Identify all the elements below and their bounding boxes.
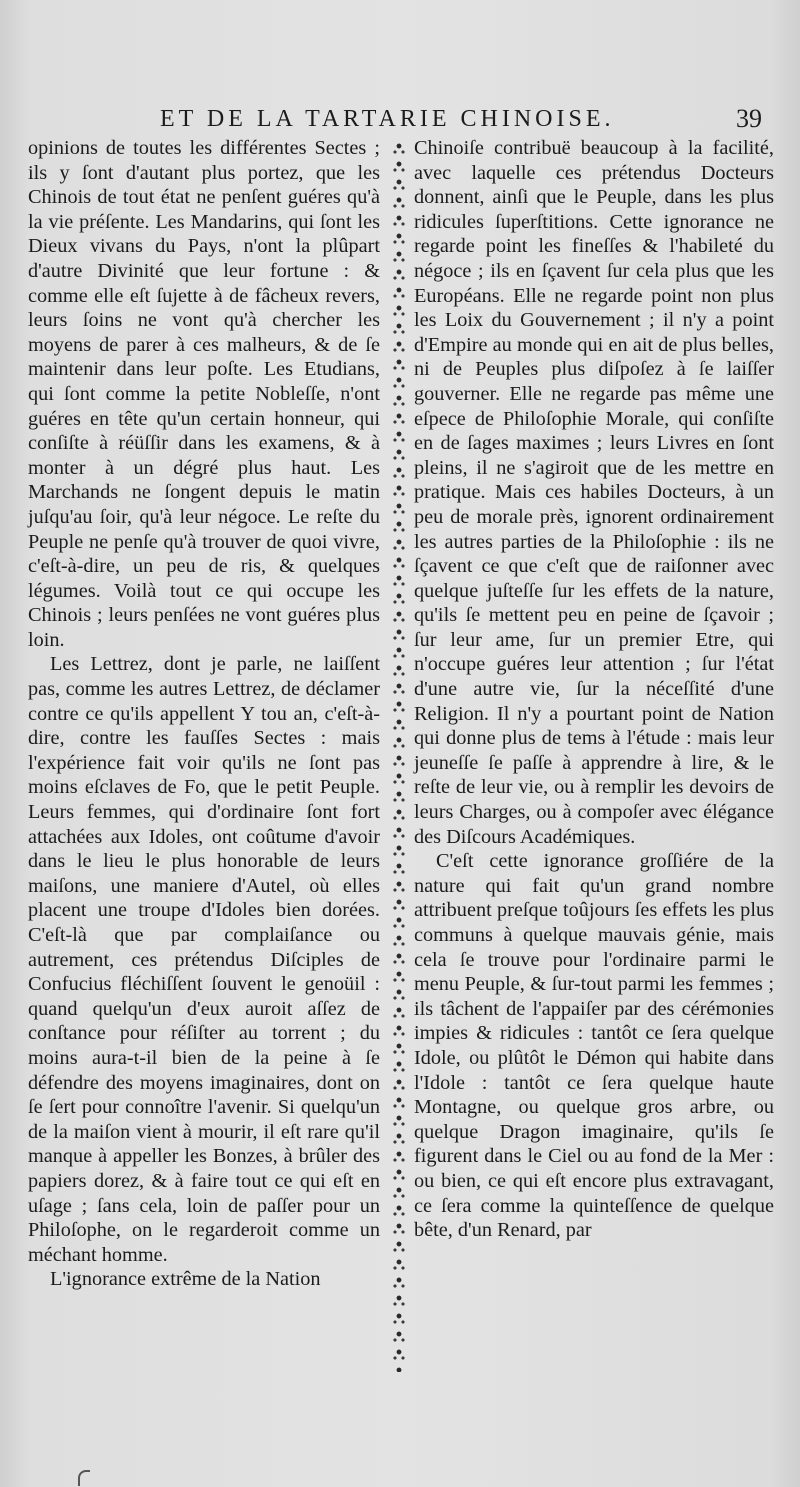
page-number: 39 bbox=[736, 104, 762, 133]
ornamental-column-divider bbox=[392, 140, 406, 1372]
right-column bbox=[414, 136, 774, 1243]
ink-mark bbox=[78, 1470, 90, 1486]
paragraph: Les Lettrez, dont je parle, ne laiſſent pas, comme les autres Lettrez, de déclamer contre ce qu'ils appellent Y tou an, c'eſt-à-dire, contre les fauſſes Sectes : mais l'expérience fait voir qu'ils ne ſont pas moins eſclaves de Fo, que le petit Peuple. Leurs femmes, qui d'ordinaire ſont fort attachées aux Idoles, ont coûtume d'avoir dans le lieu le plus honorable de leurs maiſons, une maniere d'Autel, où elles placent une troupe d'Idoles bien dorées. C'eſt-là que par complaiſance ou autrement, ces prétendus Diſciples de Confucius fléchiſſent ſouvent le genoüil : quand quelqu'un d'eux auroit aſſez de conſtance pour réſiſter au torrent ; du moins aura-t-il bien de la peine à ſe défendre des moyens imaginaires, dont on ſe ſert pour connoître l'avenir. Si quelqu'un de la maiſon vient à mourir, il eſt rare qu'il manque à appeller les Bonzes, à brûler des papiers dorez, & à faire tout ce qui eſt en uſage ; ſans cela, loin de paſſer pour un Philoſophe, on le regarderoit comme un méchant homme. bbox=[28, 653, 380, 1266]
paragraph: L'ignorance extrême de la Nation bbox=[50, 1268, 321, 1291]
paragraph: opinions de toutes les différentes Sectes ; ils y ſont d'autant plus portez, que les Chinois de tout état ne penſent guéres qu'à la vie préſente. Les Mandarins, qui ſont les Dieux vivans du Pays, n'ont la plûpart d'autre Divinité que leur fortune : & comme elle eſt ſujette à de fâcheux revers, leurs ſoins ne vont qu'à chercher les moyens de parer à ces malheurs, & de ſe maintenir dans leur poſte. Les Etudians, qui ſont comme la petite Nobleſſe, n'ont guéres en tête qu'un certain honneur, qui conſiſte à réüſſir dans les examens, & à monter à un dégré plus haut. Les Marchands ne ſongent depuis le matin juſqu'au ſoir, qu'à leur négoce. Le reſte du Peuple ne penſe qu'à trouver de quoi vivre, c'eſt-à-dire, un peu de ris, & quelques légumes. Voilà tout ce qui occupe les Chinois ; leurs penſées ne vont guéres plus loin. bbox=[28, 137, 380, 651]
paragraph: Chinoiſe contribuë beaucoup à la facilité, avec laquelle ces prétendus Docteurs donnent, ainſi que le Peuple, dans les plus ridicules ſuperſtitions. Cette ignorance ne regarde point les fineſſes & l'habileté du négoce ; ils en ſçavent ſur cela plus que les Européans. Elle ne regarde point non plus les Loix du Gouvernement ; il n'y a point d'Empire au monde qui en ait de plus belles, ni de Peuples plus diſpoſez à ſe laiſſer gouverner. Elle ne regarde pas même une eſpece de Philoſophie Morale, qui conſiſte en de ſages maximes ; leurs Livres en ſont pleins, il ne s'agiroit que de les mettre en pratique. Mais ces habiles Docteurs, à un peu de morale près, ignorent ordinairement les autres parties de la Philoſophie : ils ne ſçavent ce que c'eſt que de raiſonner avec quelque juſteſſe ſur les effets de la nature, qu'ils ſe mettent peu en peine de ſçavoir ; ſur leur ame, ſur un premier Etre, qui n'occupe guéres leur attention ; ſur l'état d'une autre vie, ſur la néceſſité d'une Religion. Il n'y a pourtant point de Nation qui donne plus de tems à l'étude : mais leur jeuneſſe ſe paſſe à apprendre à lire, & le reſte de leur vie, ou à remplir les devoirs de leurs Charges, ou à compoſer avec élégance des Diſcours Académiques. bbox=[414, 137, 774, 848]
paragraph: C'eſt cette ignorance groſſiére de la nature qui fait qu'un grand nombre attribuent preſque toûjours ſes effets les plus communs à quelque mauvais génie, mais cela ſe trouve pour l'ordinaire parmi le menu Peuple, & ſur-tout parmi les femmes ; ils tâchent de l'appaiſer par des cérémonies impies & ridicules : tantôt ce ſera quelque Idole, ou plûtôt le Démon qui habite dans l'Idole : tantôt ce ſera quelque haute Montagne, ou quelque gros arbre, ou quelque Dragon imaginaire, qu'ils ſe figurent dans le Ciel ou au fond de la Mer : ou bien, ce qui eſt encore plus extravagant, ce ſera comme la quinteſſence de quelque bête, d'un Renard, par bbox=[414, 850, 774, 1242]
left-column bbox=[28, 136, 380, 1292]
running-title: ET DE LA TARTARIE CHINOISE. bbox=[160, 106, 615, 132]
